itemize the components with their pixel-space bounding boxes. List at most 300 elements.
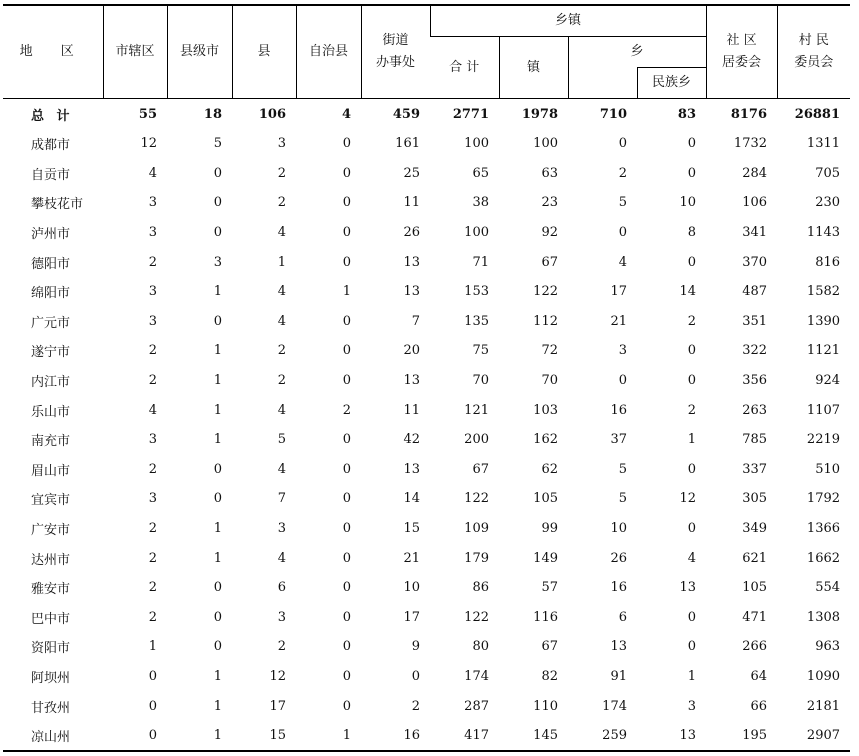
cell-region: 总 计: [31, 108, 74, 124]
cell-value: 57: [541, 580, 558, 596]
table-row: [3, 721, 850, 752]
cell-value: 710: [599, 106, 627, 122]
header-township-group: 乡镇: [430, 5, 706, 37]
cell-value: 1: [687, 432, 697, 448]
cell-region: 广元市: [31, 315, 71, 331]
cell-value: 122: [464, 491, 489, 507]
header-village: 村 民 委员会: [777, 5, 850, 99]
cell-value: 75: [472, 343, 489, 359]
cell-value: 0: [342, 195, 351, 211]
cell-value: 349: [742, 521, 768, 537]
cell-value: 1: [213, 284, 222, 300]
cell-value: 121: [464, 402, 489, 418]
cell-region: 达州市: [31, 552, 71, 568]
cell-value: 1978: [521, 106, 558, 122]
header-county: 县: [232, 5, 296, 99]
header-total: 合 计: [430, 37, 499, 99]
cell-value: 4: [277, 550, 286, 566]
cell-value: 105: [742, 580, 768, 596]
table-row: [3, 484, 850, 514]
cell-value: 0: [342, 225, 351, 241]
header-autonomous-county: 自治县: [296, 5, 361, 99]
table-row: [3, 632, 850, 662]
header-town: 镇: [499, 37, 568, 99]
cell-region: 自贡市: [31, 167, 71, 183]
cell-value: 2: [148, 373, 157, 389]
cell-value: 18: [203, 106, 222, 122]
cell-value: 4: [148, 165, 157, 181]
cell-value: 3: [148, 195, 157, 211]
cell-value: 459: [392, 106, 420, 122]
cell-region: 甘孜州: [31, 700, 71, 716]
cell-value: 174: [602, 698, 627, 714]
cell-value: 0: [342, 461, 351, 477]
cell-value: 0: [342, 432, 351, 448]
cell-value: 72: [541, 343, 558, 359]
cell-value: 3: [148, 284, 157, 300]
cell-value: 2: [687, 402, 697, 418]
cell-value: 337: [742, 461, 768, 477]
table-header: [3, 5, 850, 99]
cell-value: 106: [742, 195, 768, 211]
header-ethnic-township: 民族乡: [637, 68, 706, 99]
cell-value: 37: [610, 432, 627, 448]
cell-value: 0: [342, 343, 351, 359]
table-row: [3, 425, 850, 455]
cell-value: 8176: [730, 106, 768, 122]
cell-value: 2: [148, 609, 157, 625]
cell-value: 0: [687, 521, 697, 537]
cell-value: 26: [403, 225, 420, 241]
cell-value: 100: [464, 136, 489, 152]
header-region: 地 区: [3, 5, 103, 99]
cell-value: 0: [342, 580, 351, 596]
cell-value: 105: [533, 491, 558, 507]
table-row: [3, 455, 850, 485]
table-row: [3, 247, 850, 277]
cell-value: 963: [815, 639, 841, 655]
cell-value: 1: [213, 698, 222, 714]
cell-value: 70: [541, 373, 558, 389]
cell-value: 4: [277, 284, 286, 300]
cell-value: 92: [541, 225, 558, 241]
cell-value: 10: [403, 580, 420, 596]
cell-value: 2771: [452, 106, 489, 122]
cell-value: 99: [541, 521, 558, 537]
cell-value: 0: [687, 373, 697, 389]
cell-value: 1: [213, 668, 222, 684]
cell-value: 6: [277, 580, 286, 596]
cell-value: 1311: [806, 136, 841, 152]
cell-value: 38: [472, 195, 489, 211]
cell-value: 10: [610, 521, 627, 537]
cell-value: 1: [213, 432, 222, 448]
cell-value: 3: [277, 609, 286, 625]
cell-value: 5: [213, 136, 222, 152]
cell-value: 109: [464, 521, 489, 537]
cell-value: 1792: [806, 491, 841, 507]
table-row: [3, 307, 850, 337]
cell-region: 遂宁市: [31, 345, 71, 361]
cell-value: 510: [815, 461, 841, 477]
cell-value: 1: [213, 550, 222, 566]
cell-value: 0: [213, 580, 222, 596]
cell-value: 705: [815, 165, 841, 181]
cell-value: 153: [464, 284, 489, 300]
cell-value: 0: [213, 225, 222, 241]
cell-value: 0: [213, 491, 222, 507]
cell-value: 83: [677, 106, 697, 122]
cell-region: 德阳市: [31, 256, 71, 272]
cell-value: 3: [148, 225, 157, 241]
cell-value: 0: [213, 313, 222, 329]
cell-value: 100: [533, 136, 558, 152]
cell-value: 0: [687, 639, 697, 655]
cell-value: 2: [148, 521, 157, 537]
cell-value: 0: [342, 373, 351, 389]
cell-value: 284: [742, 165, 768, 181]
cell-region: 广安市: [31, 523, 71, 539]
cell-value: 145: [499, 721, 568, 752]
cell-value: 67: [472, 461, 489, 477]
cell-value: 0: [342, 521, 351, 537]
cell-value: 8: [687, 225, 697, 241]
cell-value: 116: [533, 609, 558, 625]
cell-value: 417: [430, 721, 499, 752]
cell-value: 14: [403, 491, 420, 507]
cell-value: 263: [742, 402, 768, 418]
cell-value: 1: [277, 254, 286, 270]
cell-value: 100: [464, 225, 489, 241]
cell-value: 15: [403, 521, 420, 537]
cell-region: 乐山市: [31, 404, 71, 420]
cell-value: 2: [148, 580, 157, 596]
cell-value: 161: [395, 136, 420, 152]
cell-value: 2: [148, 254, 157, 270]
cell-value: 122: [464, 609, 489, 625]
cell-region: 内江市: [31, 375, 71, 391]
table-row: [3, 159, 850, 189]
cell-value: 162: [533, 432, 558, 448]
table-row: [3, 603, 850, 633]
cell-value: 63: [541, 165, 558, 181]
cell-value: 17: [610, 284, 627, 300]
cell-value: 3: [277, 136, 286, 152]
header-street-office: 街道 办事处: [361, 5, 430, 99]
cell-value: 16: [610, 402, 627, 418]
cell-value: 5: [277, 432, 286, 448]
cell-value: 14: [679, 284, 697, 300]
cell-value: 2: [148, 343, 157, 359]
cell-value: 103: [533, 402, 558, 418]
cell-value: 0: [213, 195, 222, 211]
cell-value: 15: [232, 721, 296, 752]
cell-value: 2: [618, 165, 627, 181]
cell-value: 42: [403, 432, 420, 448]
cell-value: 1: [167, 721, 232, 752]
cell-value: 0: [342, 136, 351, 152]
cell-value: 487: [742, 284, 768, 300]
cell-value: 122: [533, 284, 558, 300]
cell-value: 1390: [806, 313, 841, 329]
cell-value: 471: [742, 609, 768, 625]
table-row: [3, 395, 850, 425]
cell-value: 0: [342, 609, 351, 625]
cell-value: 23: [541, 195, 558, 211]
cell-value: 10: [679, 195, 697, 211]
cell-value: 6: [618, 609, 627, 625]
cell-value: 64: [750, 668, 768, 684]
cell-value: 200: [464, 432, 489, 448]
cell-value: 4: [277, 225, 286, 241]
cell-value: 13: [637, 721, 706, 752]
cell-value: 135: [464, 313, 489, 329]
cell-value: 1107: [806, 402, 841, 418]
cell-value: 0: [342, 668, 351, 684]
cell-value: 4: [618, 254, 627, 270]
cell-value: 1: [687, 668, 697, 684]
cell-value: 554: [815, 580, 841, 596]
cell-value: 3: [277, 521, 286, 537]
cell-value: 2: [148, 461, 157, 477]
cell-value: 1: [296, 721, 361, 752]
cell-value: 11: [403, 195, 420, 211]
cell-value: 195: [706, 721, 777, 752]
table-row: [3, 336, 850, 366]
cell-value: 259: [568, 721, 637, 752]
cell-region: 泸州市: [31, 227, 71, 243]
cell-value: 924: [815, 373, 841, 389]
cell-value: 3: [213, 254, 222, 270]
cell-value: 0: [687, 343, 697, 359]
cell-value: 12: [269, 668, 286, 684]
table-row: [3, 691, 850, 721]
cell-value: 80: [472, 639, 489, 655]
cell-value: 25: [403, 165, 420, 181]
cell-value: 7: [411, 313, 420, 329]
cell-value: 70: [472, 373, 489, 389]
admin-division-table: [3, 4, 850, 752]
cell-value: 0: [618, 373, 627, 389]
cell-value: 21: [610, 313, 627, 329]
cell-value: 2: [277, 343, 286, 359]
cell-value: 71: [472, 254, 489, 270]
cell-value: 67: [541, 254, 558, 270]
cell-region: 资阳市: [31, 641, 71, 657]
cell-value: 106: [258, 106, 286, 122]
cell-value: 0: [148, 698, 157, 714]
cell-value: 179: [464, 550, 489, 566]
header-community: 社 区 居委会: [706, 5, 777, 99]
cell-value: 0: [342, 254, 351, 270]
cell-value: 2: [411, 698, 420, 714]
cell-value: 2: [277, 195, 286, 211]
cell-value: 5: [618, 491, 627, 507]
cell-value: 1582: [806, 284, 841, 300]
cell-value: 2: [148, 550, 157, 566]
cell-value: 2: [277, 165, 286, 181]
cell-value: 3: [148, 491, 157, 507]
cell-value: 13: [403, 461, 420, 477]
cell-value: 0: [213, 639, 222, 655]
cell-value: 1: [148, 639, 157, 655]
cell-value: 0: [213, 609, 222, 625]
cell-value: 82: [541, 668, 558, 684]
cell-value: 5: [618, 195, 627, 211]
cell-value: 816: [815, 254, 841, 270]
header-county-city: 县级市: [167, 5, 232, 99]
cell-value: 11: [403, 402, 420, 418]
cell-value: 12: [679, 491, 697, 507]
cell-value: 0: [687, 461, 697, 477]
cell-region: 眉山市: [31, 463, 71, 479]
cell-value: 0: [342, 639, 351, 655]
cell-value: 0: [213, 461, 222, 477]
cell-value: 370: [742, 254, 768, 270]
cell-value: 4: [341, 106, 351, 122]
cell-value: 110: [533, 698, 558, 714]
cell-value: 1366: [806, 521, 841, 537]
table-row: [3, 543, 850, 573]
cell-value: 0: [687, 136, 697, 152]
cell-value: 0: [687, 165, 697, 181]
cell-value: 0: [213, 165, 222, 181]
cell-value: 2219: [806, 432, 841, 448]
cell-value: 1: [213, 402, 222, 418]
cell-value: 341: [742, 225, 768, 241]
cell-value: 13: [610, 639, 627, 655]
cell-region: 宜宾市: [31, 493, 71, 509]
cell-value: 4: [277, 461, 286, 477]
table-row: [3, 188, 850, 218]
cell-value: 0: [687, 254, 697, 270]
cell-value: 112: [533, 313, 558, 329]
cell-value: 7: [277, 491, 286, 507]
cell-value: 5: [618, 461, 627, 477]
cell-region: 南充市: [31, 434, 71, 450]
cell-value: 2: [687, 313, 697, 329]
cell-value: 26: [610, 550, 627, 566]
cell-value: 305: [742, 491, 768, 507]
cell-region: 雅安市: [31, 582, 71, 598]
header-city-district: 市辖区: [103, 5, 167, 99]
cell-region: 成都市: [31, 138, 71, 154]
table-row: [3, 218, 850, 248]
cell-value: 149: [533, 550, 558, 566]
cell-value: 2907: [777, 721, 850, 752]
cell-value: 174: [464, 668, 489, 684]
cell-value: 0: [148, 668, 157, 684]
cell-value: 356: [742, 373, 768, 389]
cell-value: 230: [815, 195, 841, 211]
cell-value: 62: [541, 461, 558, 477]
cell-value: 13: [403, 284, 420, 300]
cell-value: 1: [213, 343, 222, 359]
table-body: [3, 99, 850, 752]
cell-value: 1: [342, 284, 351, 300]
cell-region: 绵阳市: [31, 286, 71, 302]
cell-value: 0: [342, 313, 351, 329]
cell-value: 17: [269, 698, 286, 714]
cell-region: 凉山州: [3, 721, 103, 752]
cell-value: 4: [687, 550, 697, 566]
cell-value: 9: [411, 639, 420, 655]
header-township: 乡: [568, 37, 706, 68]
table-row: [3, 573, 850, 603]
cell-value: 3: [618, 343, 627, 359]
cell-value: 0: [618, 136, 627, 152]
cell-value: 1090: [806, 668, 841, 684]
cell-value: 3: [687, 698, 697, 714]
table-row: [3, 662, 850, 692]
cell-value: 4: [148, 402, 157, 418]
cell-value: 66: [750, 698, 768, 714]
cell-value: 16: [610, 580, 627, 596]
cell-region: 攀枝花市: [31, 197, 84, 213]
table-row: [3, 129, 850, 159]
header-blank: [568, 68, 637, 99]
cell-value: 65: [472, 165, 489, 181]
cell-value: 266: [742, 639, 768, 655]
cell-value: 55: [138, 106, 157, 122]
cell-value: 1732: [733, 136, 768, 152]
cell-value: 12: [140, 136, 157, 152]
cell-value: 86: [472, 580, 489, 596]
cell-value: 3: [148, 313, 157, 329]
table-row: [3, 366, 850, 396]
cell-value: 1: [213, 373, 222, 389]
cell-region: 阿坝州: [31, 670, 71, 686]
cell-value: 0: [411, 668, 420, 684]
cell-value: 13: [403, 254, 420, 270]
table-row: [3, 514, 850, 544]
cell-value: 0: [103, 721, 167, 752]
cell-value: 1121: [806, 343, 841, 359]
cell-value: 2181: [806, 698, 841, 714]
cell-value: 621: [742, 550, 768, 566]
cell-value: 26881: [794, 106, 841, 122]
cell-value: 1308: [806, 609, 841, 625]
cell-value: 16: [361, 721, 430, 752]
cell-value: 2: [277, 373, 286, 389]
cell-value: 1143: [806, 225, 841, 241]
cell-value: 351: [742, 313, 768, 329]
cell-value: 0: [342, 698, 351, 714]
cell-value: 0: [342, 165, 351, 181]
cell-value: 20: [403, 343, 420, 359]
cell-value: 785: [742, 432, 768, 448]
cell-value: 287: [464, 698, 489, 714]
cell-value: 4: [277, 313, 286, 329]
cell-value: 13: [679, 580, 697, 596]
cell-value: 0: [342, 491, 351, 507]
table-row: [3, 277, 850, 307]
cell-value: 67: [541, 639, 558, 655]
cell-value: 0: [687, 609, 697, 625]
cell-value: 13: [403, 373, 420, 389]
cell-value: 3: [148, 432, 157, 448]
cell-value: 0: [342, 550, 351, 566]
cell-value: 2: [342, 402, 351, 418]
cell-value: 1662: [806, 550, 841, 566]
cell-value: 17: [403, 609, 420, 625]
cell-value: 0: [618, 225, 627, 241]
cell-value: 2: [277, 639, 286, 655]
cell-region: 巴中市: [31, 611, 71, 627]
table-row-total: [3, 99, 850, 130]
cell-value: 4: [277, 402, 286, 418]
cell-value: 1: [213, 521, 222, 537]
